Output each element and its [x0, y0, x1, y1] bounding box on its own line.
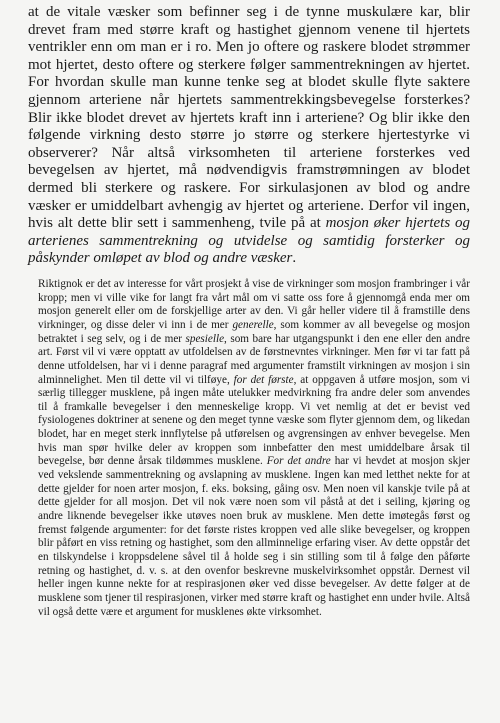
footnote-italic-for-det-forste: for det første [233, 373, 294, 386]
footnote-italic-for-det-andre: For det andre [266, 455, 331, 468]
footnote-part-3: , som bare har utgangspunkt i den ene eller den andre art. Først vil vi være opptatt av utfoldelsen av de førstnevntes virkninger. Men før vi tar fatt på denne utfoldelsen, har vi i denne paragraf med argumenter framstilt virkningen av mosjon i sin alminnelighet. Men til dette vil vi tilføye, [38, 332, 470, 386]
footnote-italic-spesielle: spesielle [185, 332, 225, 345]
main-italic-conclusion: mosjon øker hjertets og arterienes sammentrekning og utvidelse og samtidig forsterker og påskynder omløpet av blod og andre væsker [28, 215, 470, 267]
footnote-part-4: , at oppgaven å utføre mosjon, som vi særlig tillegger musklene, på ingen måte utelukker medvirkning fra andre deler som anvendes til å framkalle bevegelser i den menneskelige kropp. Vi vet nemlig at det er bevist ved fysiologenes doktriner at senene og den meget tynne væske som flyter gjennom dem, og likedan blodet, har en meget sterk innflytelse på utførelsen og avgrensingen av enhver bevegelse. Men hvis man spør hvilke deler av kroppen som innbefatter den mest umiddelbare årsak til bevegelse, bør denne årsak tildømmes musklene. [38, 373, 470, 468]
footnote-part-1: Riktignok er det av interesse for vårt prosjekt å vise de virkninger som mosjon frambringer i vår kropp; men vi ville vike for langt fra vårt mål om vi satte oss fore å gjennomgå enda mer om mosjon generelt eller om de forskjellige arter av den. Vi går heller videre til å framstille dens virkninger, og disse deler vi inn i de mer [38, 277, 470, 331]
footnote-part-2: , som kommer av all bevegelse og mosjon betraktet i seg selv, og i de mer [38, 318, 470, 345]
main-text-body: at de vitale væsker som befinner seg i de tynne muskulære kar, blir drevet fram med større kraft og hastighet gjennom venene til hjertets ventrikler enn om man er i ro. Men jo oftere og raskere blodet strømmer mot hjertet, desto oftere og sterkere følger sammentrekningen av hjertet. For hvordan skulle man kunne tenke seg at blodet skulle flyte saktere gjennom arteriene når hjertets sammentrekkingsbevegelse forsterkes? Blir ikke blodet drevet av hjertets kraft inn i arteriene? Og blir ikke den følgende virkning desto større jo større og sterkere hjertestyrke vi observerer? Når altså virksomheten til arteriene forsterkes ved bevegelsen av hjertet, må nødvendigvis framstrømningen av blodet dermed bli sterkere og raskere. For sirkulasjonen av blod og andre væsker er umiddelbart avhengig av hjertet og arteriene. Derfor vil ingen, hvis alt dette blir sett i sammenheng, tvile på at [28, 4, 470, 232]
footnote-italic-generelle: generelle [232, 318, 274, 331]
main-paragraph [28, 4, 470, 268]
footnote-part-5: har vi hevdet at mosjon skjer ved vekslende sammentrekning og avslapning av musklene. Ingen kan med letthet nekte for at dette gjelder for noen arter mosjon, f. eks. boksing, gåing osv. Men noen vil kanskje tvile på at dette gjelder for all mosjon. Det vil nok være noen som vil påstå at det i seiling, kjøring og andre liknende bevegelser ikke utøves noen bruk av musklene. Men dette imøtegås først og fremst følgende argumenter: for det første ristes kroppen ved alle slike bevegelser, og kroppen blir påført en viss retning og hastighet, som den allminnelige erfaring viser. Av dette oppstår det en tilskyndelse i kroppsdelene såvel til å holde seg i sin stilling som til å følge den påførte retning og hastighet, d. v. s. at den ovenfor beskrevne muskelvirksomhet oppstår. Dernest vil heller ingen kunne nekte for at respirasjonen øker ved disse bevegelser. Av dette følger at de musklene som tjener til respirasjonen, virker med større kraft og hastighet enn under hvile. Altså vil også dette være et argument for musklenes økte virksomhet. [38, 455, 470, 618]
footnote-paragraph [28, 278, 470, 619]
main-text-end: . [292, 250, 297, 267]
